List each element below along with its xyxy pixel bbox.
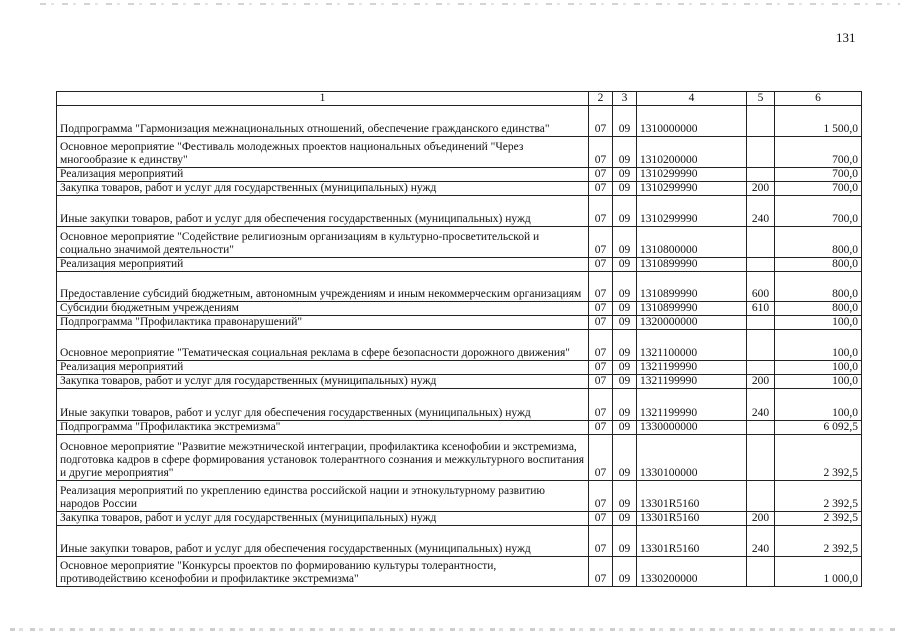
row-section-code: 07	[589, 361, 613, 375]
row-amount: 100,0	[775, 316, 862, 330]
row-name: Реализация мероприятий	[57, 258, 589, 272]
row-subsection-code: 09	[613, 302, 637, 316]
row-section-code: 07	[589, 526, 613, 557]
row-name: Субсидии бюджетным учреждениям	[57, 302, 589, 316]
row-section-code: 07	[589, 512, 613, 526]
table-row	[57, 481, 862, 512]
row-section-code: 07	[589, 302, 613, 316]
row-name: Основное мероприятие "Фестиваль молодежных проектов национальных объединений "Через многообразие к единству"	[57, 137, 589, 168]
row-subsection-code: 09	[613, 168, 637, 182]
row-name: Основное мероприятие "Тематическая социальная реклама в сфере безопасности дорожного движения"	[57, 330, 589, 361]
row-subsection-code: 09	[613, 435, 637, 481]
row-expense-type	[747, 421, 775, 435]
row-name: Подпрограмма "Профилактика экстремизма"	[57, 421, 589, 435]
budget-table	[56, 91, 862, 587]
row-expense-type	[747, 330, 775, 361]
row-expense-type: 200	[747, 512, 775, 526]
row-name: Иные закупки товаров, работ и услуг для обеспечения государственных (муниципальных) нужд	[57, 196, 589, 227]
row-name: Иные закупки товаров, работ и услуг для обеспечения государственных (муниципальных) нужд	[57, 526, 589, 557]
row-name: Основное мероприятие "Конкурсы проектов по формированию культуры толерантности, противодействию ксенофобии и профилактике экстремизма"	[57, 557, 589, 587]
row-target-article: 1310899990	[637, 272, 747, 302]
row-expense-type	[747, 557, 775, 587]
row-expense-type	[747, 168, 775, 182]
row-section-code: 07	[589, 481, 613, 512]
row-name: Подпрограмма "Гармонизация межнациональных отношений, обеспечение гражданского единства"	[57, 106, 589, 137]
row-subsection-code: 09	[613, 316, 637, 330]
row-amount: 700,0	[775, 196, 862, 227]
row-amount: 1 000,0	[775, 557, 862, 587]
row-name: Закупка товаров, работ и услуг для государственных (муниципальных) нужд	[57, 375, 589, 389]
row-amount: 700,0	[775, 137, 862, 168]
row-amount: 800,0	[775, 227, 862, 258]
row-target-article: 1310800000	[637, 227, 747, 258]
row-subsection-code: 09	[613, 106, 637, 137]
table-row	[57, 435, 862, 481]
row-amount: 700,0	[775, 168, 862, 182]
row-expense-type	[747, 227, 775, 258]
row-expense-type: 240	[747, 526, 775, 557]
row-amount: 2 392,5	[775, 526, 862, 557]
row-name: Реализация мероприятий	[57, 168, 589, 182]
row-target-article: 13301R5160	[637, 481, 747, 512]
row-expense-type: 600	[747, 272, 775, 302]
table-row	[57, 302, 862, 316]
row-expense-type	[747, 316, 775, 330]
row-section-code: 07	[589, 435, 613, 481]
row-section-code: 07	[589, 389, 613, 421]
row-amount: 700,0	[775, 182, 862, 196]
row-target-article: 13301R5160	[637, 526, 747, 557]
row-amount: 6 092,5	[775, 421, 862, 435]
row-expense-type: 610	[747, 302, 775, 316]
row-expense-type: 240	[747, 389, 775, 421]
table-row	[57, 182, 862, 196]
row-subsection-code: 09	[613, 526, 637, 557]
table-row	[57, 375, 862, 389]
table-row	[57, 526, 862, 557]
row-name: Закупка товаров, работ и услуг для государственных (муниципальных) нужд	[57, 512, 589, 526]
row-expense-type	[747, 361, 775, 375]
row-target-article: 1321199990	[637, 361, 747, 375]
row-target-article: 1330200000	[637, 557, 747, 587]
row-subsection-code: 09	[613, 375, 637, 389]
row-expense-type	[747, 481, 775, 512]
row-name: Реализация мероприятий по укреплению единства российской нации и этнокультурному развитию народов России	[57, 481, 589, 512]
table-header-row	[57, 92, 862, 106]
row-name: Предоставление субсидий бюджетным, автономным учреждениям и иным некоммерческим организациям	[57, 272, 589, 302]
row-section-code: 07	[589, 557, 613, 587]
row-amount: 2 392,5	[775, 481, 862, 512]
scan-artifact-top	[40, 3, 900, 5]
row-target-article: 1310899990	[637, 302, 747, 316]
row-section-code: 07	[589, 168, 613, 182]
row-target-article: 13301R5160	[637, 512, 747, 526]
column-header-6: 6	[775, 92, 862, 106]
table-row	[57, 258, 862, 272]
table-row	[57, 421, 862, 435]
column-header-1: 1	[57, 92, 589, 106]
row-subsection-code: 09	[613, 137, 637, 168]
page-number: 131	[836, 30, 856, 45]
row-section-code: 07	[589, 137, 613, 168]
row-section-code: 07	[589, 421, 613, 435]
table-row	[57, 272, 862, 302]
row-section-code: 07	[589, 196, 613, 227]
row-subsection-code: 09	[613, 557, 637, 587]
row-section-code: 07	[589, 182, 613, 196]
row-subsection-code: 09	[613, 512, 637, 526]
row-section-code: 07	[589, 258, 613, 272]
row-subsection-code: 09	[613, 227, 637, 258]
row-expense-type: 240	[747, 196, 775, 227]
row-subsection-code: 09	[613, 421, 637, 435]
table-row	[57, 330, 862, 361]
table-row	[57, 316, 862, 330]
row-target-article: 1310299990	[637, 168, 747, 182]
row-subsection-code: 09	[613, 182, 637, 196]
row-amount: 1 500,0	[775, 106, 862, 137]
row-target-article: 1310899990	[637, 258, 747, 272]
row-amount: 100,0	[775, 330, 862, 361]
row-section-code: 07	[589, 106, 613, 137]
row-subsection-code: 09	[613, 258, 637, 272]
row-subsection-code: 09	[613, 330, 637, 361]
row-expense-type	[747, 258, 775, 272]
row-name: Закупка товаров, работ и услуг для государственных (муниципальных) нужд	[57, 182, 589, 196]
row-target-article: 1310299990	[637, 182, 747, 196]
row-expense-type: 200	[747, 182, 775, 196]
row-amount: 2 392,5	[775, 435, 862, 481]
row-target-article: 1310299990	[637, 196, 747, 227]
row-subsection-code: 09	[613, 196, 637, 227]
row-amount: 100,0	[775, 389, 862, 421]
row-section-code: 07	[589, 272, 613, 302]
row-section-code: 07	[589, 330, 613, 361]
column-header-4: 4	[637, 92, 747, 106]
row-expense-type: 200	[747, 375, 775, 389]
row-expense-type	[747, 435, 775, 481]
row-subsection-code: 09	[613, 481, 637, 512]
row-section-code: 07	[589, 227, 613, 258]
row-section-code: 07	[589, 316, 613, 330]
row-target-article: 1310000000	[637, 106, 747, 137]
table-row	[57, 196, 862, 227]
row-name: Подпрограмма "Профилактика правонарушений"	[57, 316, 589, 330]
row-name: Основное мероприятие "Развитие межэтнической интеграции, профилактика ксенофобии и экстремизма, подготовка кадров в сфере формирования установок толерантного сознания и межкультурного воспитания и другие мероприятия"	[57, 435, 589, 481]
column-header-5: 5	[747, 92, 775, 106]
table-row	[57, 168, 862, 182]
row-expense-type	[747, 106, 775, 137]
column-header-2: 2	[589, 92, 613, 106]
column-header-3: 3	[613, 92, 637, 106]
row-target-article: 1321100000	[637, 330, 747, 361]
table-body	[57, 106, 862, 587]
row-amount: 100,0	[775, 375, 862, 389]
row-amount: 800,0	[775, 302, 862, 316]
table-row	[57, 137, 862, 168]
scan-artifact-bottom	[10, 628, 895, 631]
row-target-article: 1330000000	[637, 421, 747, 435]
row-amount: 2 392,5	[775, 512, 862, 526]
row-target-article: 1330100000	[637, 435, 747, 481]
row-name: Иные закупки товаров, работ и услуг для обеспечения государственных (муниципальных) нужд	[57, 389, 589, 421]
row-name: Основное мероприятие "Содействие религиозным организациям в культурно-просветительской и социально значимой деятельности"	[57, 227, 589, 258]
row-target-article: 1321199990	[637, 375, 747, 389]
row-subsection-code: 09	[613, 361, 637, 375]
table-row	[57, 389, 862, 421]
row-name: Реализация мероприятий	[57, 361, 589, 375]
row-target-article: 1321199990	[637, 389, 747, 421]
table-row	[57, 557, 862, 587]
row-amount: 800,0	[775, 258, 862, 272]
row-expense-type	[747, 137, 775, 168]
row-subsection-code: 09	[613, 389, 637, 421]
table-row	[57, 512, 862, 526]
row-amount: 100,0	[775, 361, 862, 375]
row-subsection-code: 09	[613, 272, 637, 302]
table-row	[57, 361, 862, 375]
table-row	[57, 227, 862, 258]
row-amount: 800,0	[775, 272, 862, 302]
row-target-article: 1310200000	[637, 137, 747, 168]
row-section-code: 07	[589, 375, 613, 389]
row-target-article: 1320000000	[637, 316, 747, 330]
table-row	[57, 106, 862, 137]
